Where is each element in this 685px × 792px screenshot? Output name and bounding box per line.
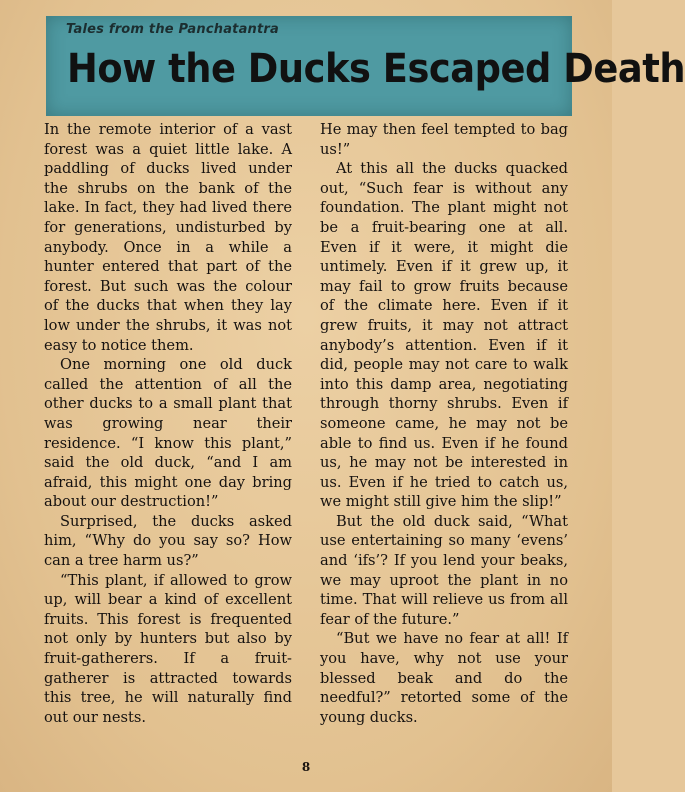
paragraph: At this all the ducks quacked out, “Such fear is without any foundation. The plant might not be a fruit-bearing one at all. Even if it were, it might die untimely. Even if it grew up, it may fail to grow fruits because of the climate here. Even if it grew fruits, it may not attract anybody’s attention. Even if it did, people may not care to walk into this damp area, negotiating through thorny shrubs. Even if someone came, he may not be able to find us. Even if he found us, he may not be interested in us. Even if he tried to catch us, we might still give him the slip!”: [320, 160, 568, 511]
page-number: 8: [301, 760, 311, 774]
title-banner: [46, 16, 685, 116]
paragraph: He may then feel tempted to bag us!”: [320, 121, 568, 158]
series-title: Tales from the Panchatantra: [66, 22, 280, 37]
paragraph: In the remote interior of a vast forest was a quiet little lake. A paddling of ducks lived under the shrubs on the bank of the lake. In fact, they had lived there for generations, undisturbed by anybody. Once in a while a hunter entered that part of the forest. But such was the colour of the ducks that when they lay low under the shrubs, it was not easy to notice them.: [44, 121, 292, 354]
paragraph: “This plant, if allowed to grow up, will bear a kind of excellent fruits. This forest is frequented not only by hunters but also by fruit-gatherers. If a fruit-gatherer is attracted towards this tree, he will naturally find out our nests.: [44, 571, 292, 726]
text-column-right: [320, 120, 568, 727]
paragraph: Surprised, the ducks asked him, “Why do you say so? How can a tree harm us?”: [44, 512, 292, 570]
paragraph: One morning one old duck called the attention of all the other ducks to a small plant that was growing near their residence. “I know this plant,” said the old duck, “and I am afraid, this might one day bring about our destruction!”: [44, 356, 292, 511]
paragraph: But the old duck said, “What use entertaining so many ‘evens’ and ‘ifs’? If you lend your beaks, we may uproot the plant in no time. That will relieve us from all fear of the future.”: [320, 512, 568, 628]
text-column-left: [44, 120, 292, 727]
story-title: How the Ducks Escaped Death: [67, 46, 685, 92]
paragraph: “But we have no fear at all! If you have, why not use your blessed beak and do the needful?” retorted some of the young ducks.: [320, 630, 568, 726]
